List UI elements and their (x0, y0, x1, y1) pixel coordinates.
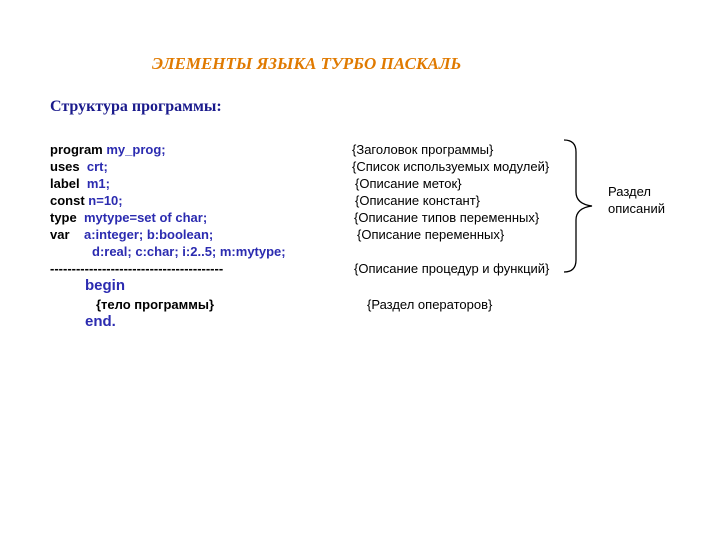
value-program: my_prog; (106, 142, 166, 157)
code-begin: begin (85, 277, 125, 294)
code-line-uses (50, 159, 108, 175)
comment-labels: {Описание меток} (355, 176, 462, 191)
keyword-var: var (50, 227, 70, 242)
section-subtitle: Структура программы: (50, 98, 222, 115)
comment-vars: {Описание переменных} (357, 227, 505, 242)
slide-title: ЭЛЕМЕНТЫ ЯЗЫКА ТУРБО ПАСКАЛЬ (152, 54, 462, 73)
value-label: m1; (86, 176, 110, 191)
comment-consts: {Описание констант} (355, 193, 481, 208)
value-type: mytype=set of char; (83, 210, 208, 225)
value-uses: crt; (86, 159, 108, 174)
keyword-type: type (50, 210, 77, 225)
code-body: {тело программы} (96, 297, 215, 312)
comment-operators: {Раздел операторов} (367, 297, 493, 312)
code-line-program (50, 142, 166, 158)
comment-header: {Заголовок программы} (352, 142, 494, 157)
keyword-uses: uses (50, 159, 80, 174)
comment-uses: {Список используемых модулей} (352, 159, 550, 174)
code-end: end. (85, 313, 116, 330)
comment-procs: {Описание процедур и функций} (354, 261, 550, 276)
comment-types: {Описание типов переменных} (354, 210, 540, 225)
keyword-label: label (50, 176, 80, 191)
code-line-var (50, 227, 213, 243)
code-line-var-2 (92, 244, 286, 260)
value-const: n=10; (88, 193, 123, 208)
code-line-const (50, 193, 123, 209)
keyword-program: program (50, 142, 103, 157)
code-line-type (50, 210, 207, 226)
value-var-1: a:integer; b:boolean; (83, 227, 214, 242)
side-label-descriptions: Раздел описаний (608, 184, 665, 216)
separator-text: ---------------------------------------- (50, 261, 224, 276)
curly-brace-icon (560, 138, 600, 274)
keyword-const: const (50, 193, 85, 208)
code-line-label (50, 176, 110, 192)
value-var-2: d:real; c:char; i:2..5; m:mytype; (92, 244, 286, 259)
code-separator (50, 261, 223, 277)
